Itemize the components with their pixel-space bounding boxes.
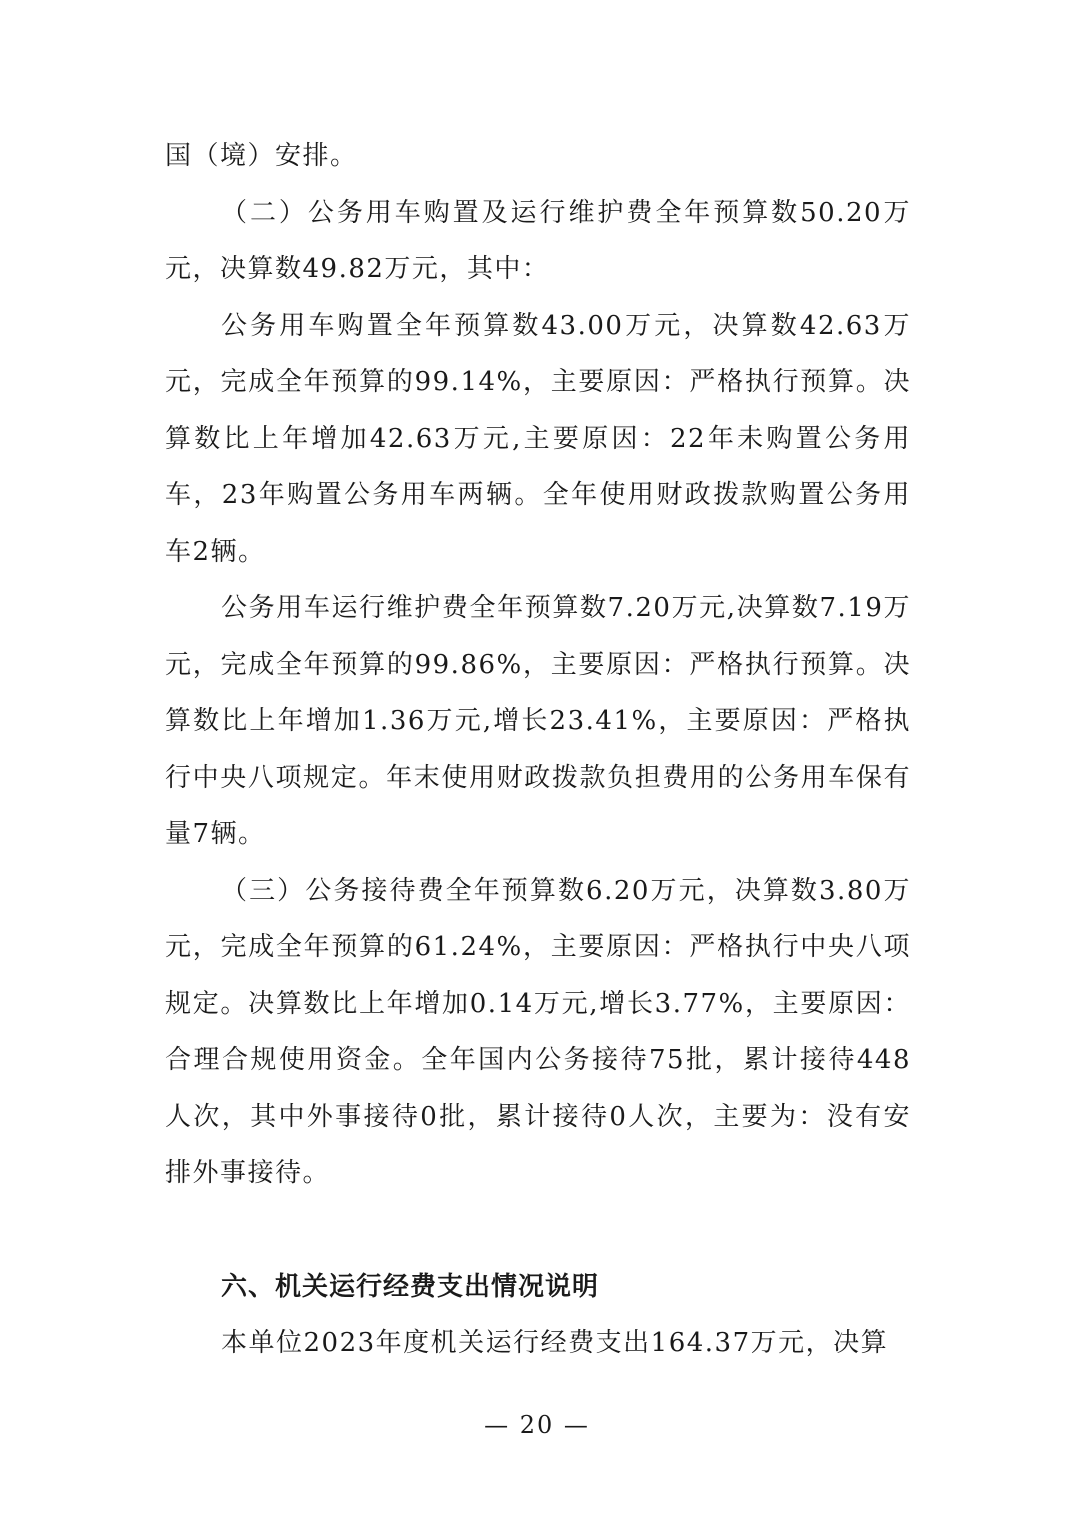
- section-heading: 六、机关运行经费支出情况说明: [221, 1271, 600, 1302]
- paragraph-continuation: 国（境）安排。: [165, 141, 358, 171]
- paragraph-reception-costs: （三）公务接待费全年预算数6.20万元，决算数3.80万元，完成全年预算的61.24%，主要原因：严格执行中央八项规定。决算数比上年增加0.14万元,增长3.77%，主要原因：合理合规使用资金。全年国内公务接待75批，累计接待448人次，其中外事接待0批，累计接待0人次，主要为：没有安排外事接待。: [165, 875, 911, 1188]
- section-spacer: [165, 1202, 911, 1259]
- paragraph-vehicle-costs-summary: （二）公务用车购置及运行维护费全年预算数50.20万元，决算数49.82万元，其中：: [165, 197, 911, 284]
- document-body: [165, 128, 911, 1372]
- paragraph-operating-costs: 本单位2023年度机关运行经费支出164.37万元，决算: [221, 1328, 889, 1358]
- page-number: — 20 —: [484, 1411, 590, 1439]
- paragraph-vehicle-maintenance: 公务用车运行维护费全年预算数7.20万元,决算数7.19万元，完成全年预算的99.86%，主要原因：严格执行预算。决算数比上年增加1.36万元,增长23.41%，主要原因：严格执行中央八项规定。年末使用财政拨款负担费用的公务用车保有量7辆。: [165, 593, 911, 849]
- paragraph-vehicle-purchase: 公务用车购置全年预算数43.00万元，决算数42.63万元，完成全年预算的99.14%，主要原因：严格执行预算。决算数比上年增加42.63万元,主要原因：22年未购置公务用车，23年购置公务用车两辆。全年使用财政拨款购置公务用车2辆。: [165, 310, 911, 567]
